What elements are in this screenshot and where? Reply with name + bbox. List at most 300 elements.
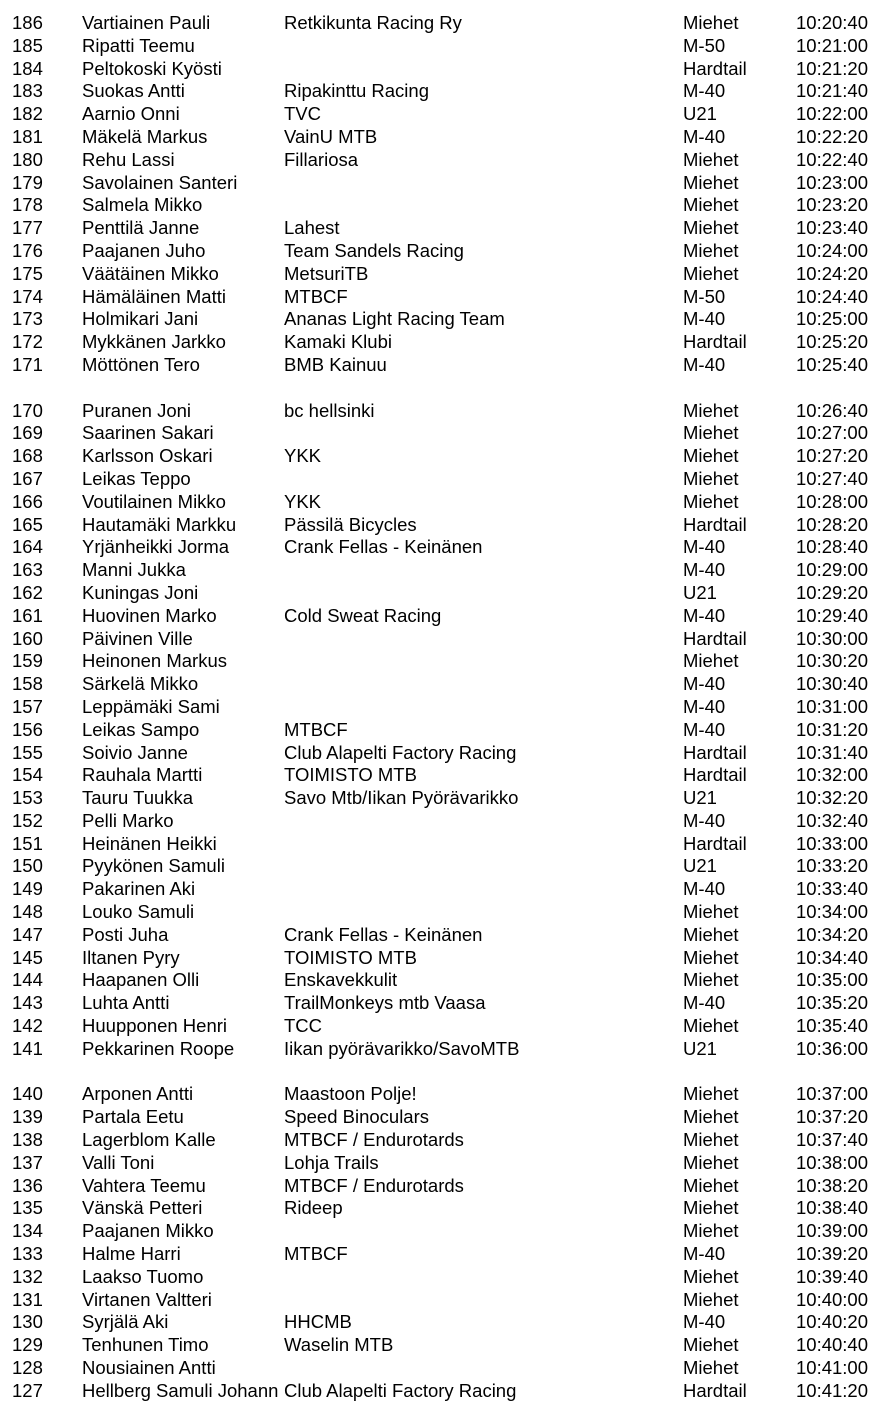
club-name: Cold Sweat Racing (284, 604, 442, 626)
rider-name: Manni Jukka (82, 559, 186, 581)
bib-number: 133 (12, 1243, 43, 1265)
bib-number: 162 (12, 581, 43, 603)
race-class: M-40 (683, 1243, 726, 1265)
table-row (0, 1152, 890, 1175)
bib-number: 173 (12, 308, 43, 330)
table-row (0, 787, 890, 810)
rider-name: Mäkelä Markus (82, 125, 208, 147)
rider-name: Arponen Antti (82, 1083, 194, 1105)
table-row (0, 1243, 890, 1266)
table-row (0, 286, 890, 309)
race-class: U21 (683, 103, 717, 125)
race-class: M-40 (683, 992, 726, 1014)
race-class: M-40 (683, 125, 726, 147)
start-time: 10:31:00 (796, 695, 869, 717)
race-class: Hardtail (683, 331, 747, 353)
club-name: Pässilä Bicycles (284, 513, 417, 535)
club-name: Kamaki Klubi (284, 331, 392, 353)
table-row (0, 103, 890, 126)
bib-number: 172 (12, 331, 43, 353)
race-class: Miehet (683, 1129, 739, 1151)
club-name: Ananas Light Racing Team (284, 308, 505, 330)
rider-name: Hämäläinen Matti (82, 285, 226, 307)
rider-name: Karlsson Oskari (82, 445, 213, 467)
rider-name: Posti Juha (82, 923, 169, 945)
club-name: YKK (284, 490, 322, 512)
rider-name: Peltokoski Kyösti (82, 57, 222, 79)
start-time: 10:23:00 (796, 171, 869, 193)
rider-name: Paajanen Mikko (82, 1220, 214, 1242)
race-class: Miehet (683, 1334, 739, 1356)
club-name: MTBCF / Endurotards (284, 1129, 464, 1151)
table-row (0, 1380, 890, 1403)
rider-name: Päivinen Ville (82, 627, 193, 649)
start-time: 10:40:20 (796, 1311, 869, 1333)
start-time: 10:37:20 (796, 1106, 869, 1128)
race-class: Hardtail (683, 513, 747, 535)
race-class: Miehet (683, 1151, 739, 1173)
bib-number: 184 (12, 57, 43, 79)
table-row (0, 650, 890, 673)
table-row (0, 1334, 890, 1357)
race-class: Miehet (683, 901, 739, 923)
rider-name: Pyykönen Samuli (82, 855, 225, 877)
start-time: 10:25:00 (796, 308, 869, 330)
table-row (0, 855, 890, 878)
bib-number: 149 (12, 878, 43, 900)
table-row (0, 1129, 890, 1152)
start-time: 10:28:20 (796, 513, 869, 535)
rider-name: Hellberg Samuli Johann (82, 1379, 279, 1401)
table-row (0, 901, 890, 924)
race-class: Miehet (683, 399, 739, 421)
table-row (0, 172, 890, 195)
table-row (0, 764, 890, 787)
table-row (0, 491, 890, 514)
table-row (0, 400, 890, 423)
rider-name: Tauru Tuukka (82, 787, 194, 809)
table-row (0, 1220, 890, 1243)
bib-number: 186 (12, 12, 43, 33)
start-time: 10:37:00 (796, 1083, 869, 1105)
bib-number: 181 (12, 125, 43, 147)
rider-name: Haapanen Olli (82, 969, 200, 991)
start-time: 10:41:00 (796, 1357, 869, 1379)
rider-name: Väätäinen Mikko (82, 262, 219, 284)
table-row (0, 308, 890, 331)
club-name: Iikan pyörävarikko/SavoMTB (284, 1037, 520, 1059)
bib-number: 148 (12, 901, 43, 923)
start-time: 10:29:40 (796, 604, 869, 626)
race-class: Miehet (683, 148, 739, 170)
race-class: M-50 (683, 285, 726, 307)
rider-name: Leikas Teppo (82, 467, 191, 489)
club-name: Enskavekkulit (284, 969, 398, 991)
bib-number: 130 (12, 1311, 43, 1333)
race-class: M-40 (683, 536, 726, 558)
race-class: Miehet (683, 490, 739, 512)
table-row (0, 514, 890, 537)
race-class: Miehet (683, 467, 739, 489)
table-row (0, 742, 890, 765)
table-row (0, 992, 890, 1015)
start-time: 10:39:40 (796, 1265, 869, 1287)
bib-number: 151 (12, 832, 43, 854)
club-name: Lohja Trails (284, 1151, 379, 1173)
rider-name: Heinonen Markus (82, 650, 227, 672)
group-spacer (0, 1061, 890, 1084)
club-name: TCC (284, 1015, 323, 1037)
rider-name: Salmela Mikko (82, 194, 203, 216)
bib-number: 156 (12, 718, 43, 740)
club-name: TOIMISTO MTB (284, 946, 417, 968)
bib-number: 176 (12, 239, 43, 261)
table-row (0, 331, 890, 354)
start-time: 10:40:40 (796, 1334, 869, 1356)
start-time: 10:20:40 (796, 12, 869, 33)
rider-name: Luhta Antti (82, 992, 170, 1014)
table-row (0, 810, 890, 833)
rider-name: Louko Samuli (82, 901, 195, 923)
table-row (0, 878, 890, 901)
race-class: Hardtail (683, 741, 747, 763)
race-class: M-40 (683, 695, 726, 717)
table-row (0, 582, 890, 605)
rider-name: Vartiainen Pauli (82, 12, 211, 33)
race-class: Miehet (683, 1220, 739, 1242)
club-name: Crank Fellas - Keinänen (284, 923, 483, 945)
table-row (0, 628, 890, 651)
table-row (0, 80, 890, 103)
bib-number: 128 (12, 1357, 43, 1379)
rider-name: Rehu Lassi (82, 148, 175, 170)
rider-name: Soivio Janne (82, 741, 188, 763)
club-name: Waselin MTB (284, 1334, 394, 1356)
club-name: TrailMonkeys mtb Vaasa (284, 992, 486, 1014)
start-time: 10:38:00 (796, 1151, 869, 1173)
race-class: U21 (683, 855, 717, 877)
start-time: 10:35:40 (796, 1015, 869, 1037)
table-row (0, 673, 890, 696)
start-time: 10:31:40 (796, 741, 869, 763)
table-row (0, 1357, 890, 1380)
table-row (0, 1289, 890, 1312)
start-time: 10:35:20 (796, 992, 869, 1014)
rider-name: Holmikari Jani (82, 308, 199, 330)
bib-number: 178 (12, 194, 43, 216)
start-time: 10:24:40 (796, 285, 869, 307)
race-class: M-40 (683, 809, 726, 831)
race-class: Miehet (683, 946, 739, 968)
rider-name: Lagerblom Kalle (82, 1129, 216, 1151)
bib-number: 160 (12, 627, 43, 649)
start-time: 10:22:40 (796, 148, 869, 170)
race-class: M-40 (683, 878, 726, 900)
rider-name: Huupponen Henri (82, 1015, 228, 1037)
race-class: Miehet (683, 969, 739, 991)
bib-number: 145 (12, 946, 43, 968)
start-time: 10:22:00 (796, 103, 869, 125)
table-row (0, 1106, 890, 1129)
race-class: M-40 (683, 1311, 726, 1333)
race-class: Hardtail (683, 764, 747, 786)
table-row (0, 605, 890, 628)
rider-name: Syrjälä Aki (82, 1311, 169, 1333)
race-class: Miehet (683, 262, 739, 284)
rider-name: Suokas Antti (82, 80, 185, 102)
race-class: Miehet (683, 1083, 739, 1105)
start-time: 10:33:40 (796, 878, 869, 900)
race-class: Miehet (683, 239, 739, 261)
bib-number: 168 (12, 445, 43, 467)
table-row (0, 833, 890, 856)
race-class: Miehet (683, 217, 739, 239)
bib-number: 159 (12, 650, 43, 672)
bib-number: 134 (12, 1220, 43, 1242)
bib-number: 131 (12, 1288, 43, 1310)
rider-name: Pelli Marko (82, 809, 174, 831)
start-time: 10:29:00 (796, 559, 869, 581)
race-class: U21 (683, 581, 717, 603)
club-name: Fillariosa (284, 148, 359, 170)
rider-name: Pakarinen Aki (82, 878, 196, 900)
race-class: M-50 (683, 34, 726, 56)
race-class: Hardtail (683, 1379, 747, 1401)
club-name: Retkikunta Racing Ry (284, 12, 462, 33)
rider-name: Ripatti Teemu (82, 34, 195, 56)
club-name: Ripakinttu Racing (284, 80, 429, 102)
bib-number: 164 (12, 536, 43, 558)
start-time: 10:41:20 (796, 1379, 869, 1401)
bib-number: 136 (12, 1174, 43, 1196)
rider-name: Möttönen Tero (82, 353, 200, 375)
bib-number: 161 (12, 604, 43, 626)
start-time: 10:23:40 (796, 217, 869, 239)
bib-number: 167 (12, 467, 43, 489)
race-class: M-40 (683, 718, 726, 740)
bib-number: 135 (12, 1197, 43, 1219)
start-time: 10:27:40 (796, 467, 869, 489)
start-time: 10:34:20 (796, 923, 869, 945)
club-name: YKK (284, 445, 322, 467)
race-class: M-40 (683, 559, 726, 581)
race-class: U21 (683, 787, 717, 809)
race-class: Miehet (683, 12, 739, 33)
race-class: Miehet (683, 445, 739, 467)
club-name: HHCMB (284, 1311, 352, 1333)
bib-number: 180 (12, 148, 43, 170)
rider-name: Huovinen Marko (82, 604, 217, 626)
start-time: 10:32:40 (796, 809, 869, 831)
rider-name: Tenhunen Timo (82, 1334, 209, 1356)
table-row (0, 924, 890, 947)
race-class: Miehet (683, 1015, 739, 1037)
rider-name: Vahtera Teemu (82, 1174, 206, 1196)
bib-number: 158 (12, 673, 43, 695)
start-time: 10:24:00 (796, 239, 869, 261)
start-time: 10:35:00 (796, 969, 869, 991)
rider-name: Mykkänen Jarkko (82, 331, 226, 353)
start-time: 10:28:00 (796, 490, 869, 512)
bib-number: 139 (12, 1106, 43, 1128)
start-time: 10:39:20 (796, 1243, 869, 1265)
bib-number: 127 (12, 1379, 43, 1401)
race-class: Miehet (683, 171, 739, 193)
table-row (0, 35, 890, 58)
race-class: Hardtail (683, 832, 747, 854)
bib-number: 174 (12, 285, 43, 307)
start-time: 10:27:00 (796, 422, 869, 444)
bib-number: 185 (12, 34, 43, 56)
start-time: 10:38:40 (796, 1197, 869, 1219)
group-spacer (0, 377, 890, 400)
bib-number: 141 (12, 1037, 43, 1059)
race-class: Miehet (683, 1106, 739, 1128)
bib-number: 157 (12, 695, 43, 717)
bib-number: 179 (12, 171, 43, 193)
bib-number: 175 (12, 262, 43, 284)
bib-number: 129 (12, 1334, 43, 1356)
rider-name: Virtanen Valtteri (82, 1288, 212, 1310)
bib-number: 138 (12, 1129, 43, 1151)
club-name: MTBCF (284, 1243, 348, 1265)
club-name: MetsuriTB (284, 262, 369, 284)
rider-name: Pekkarinen Roope (82, 1037, 235, 1059)
rider-name: Paajanen Juho (82, 239, 206, 261)
bib-number: 169 (12, 422, 43, 444)
table-row (0, 12, 890, 35)
table-row (0, 126, 890, 149)
bib-number: 171 (12, 353, 43, 375)
start-time: 10:33:00 (796, 832, 869, 854)
start-time: 10:26:40 (796, 399, 869, 421)
start-time: 10:31:20 (796, 718, 869, 740)
start-time: 10:29:20 (796, 581, 869, 603)
race-class: M-40 (683, 80, 726, 102)
club-name: BMB Kainuu (284, 353, 387, 375)
bib-number: 142 (12, 1015, 43, 1037)
race-class: M-40 (683, 604, 726, 626)
bib-number: 163 (12, 559, 43, 581)
start-time: 10:25:40 (796, 353, 869, 375)
rider-name: Yrjänheikki Jorma (82, 536, 230, 558)
race-class: Miehet (683, 1265, 739, 1287)
race-class: Miehet (683, 923, 739, 945)
club-name: bc hellsinki (284, 399, 375, 421)
table-row (0, 536, 890, 559)
bib-number: 155 (12, 741, 43, 763)
rider-name: Rauhala Martti (82, 764, 203, 786)
club-name: Team Sandels Racing (284, 239, 464, 261)
race-class: Miehet (683, 194, 739, 216)
rider-name: Aarnio Onni (82, 103, 180, 125)
race-class: Hardtail (683, 57, 747, 79)
rider-name: Voutilainen Mikko (82, 490, 226, 512)
club-name: Lahest (284, 217, 340, 239)
start-time: 10:30:20 (796, 650, 869, 672)
rider-name: Iltanen Pyry (82, 946, 180, 968)
bib-number: 153 (12, 787, 43, 809)
start-time: 10:32:00 (796, 764, 869, 786)
club-name: MTBCF (284, 718, 348, 740)
table-row (0, 240, 890, 263)
bib-number: 147 (12, 923, 43, 945)
table-row (0, 1175, 890, 1198)
rider-name: Penttilä Janne (82, 217, 200, 239)
club-name: Rideep (284, 1197, 343, 1219)
rider-name: Leikas Sampo (82, 718, 200, 740)
rider-name: Partala Eetu (82, 1106, 184, 1128)
table-row (0, 1038, 890, 1061)
table-row (0, 1015, 890, 1038)
start-time: 10:23:20 (796, 194, 869, 216)
table-row (0, 263, 890, 286)
start-time: 10:21:20 (796, 57, 869, 79)
club-name: Club Alapelti Factory Racing (284, 741, 517, 763)
race-class: Miehet (683, 1174, 739, 1196)
table-row (0, 194, 890, 217)
table-row (0, 969, 890, 992)
start-time: 10:33:20 (796, 855, 869, 877)
bib-number: 170 (12, 399, 43, 421)
table-row (0, 58, 890, 81)
table-row (0, 354, 890, 377)
start-time: 10:32:20 (796, 787, 869, 809)
bib-number: 183 (12, 80, 43, 102)
start-time: 10:38:20 (796, 1174, 869, 1196)
start-time: 10:34:00 (796, 901, 869, 923)
start-time: 10:21:40 (796, 80, 869, 102)
race-class: Miehet (683, 1197, 739, 1219)
race-class: Miehet (683, 422, 739, 444)
start-time: 10:27:20 (796, 445, 869, 467)
club-name: TOIMISTO MTB (284, 764, 417, 786)
start-time: 10:40:00 (796, 1288, 869, 1310)
table-row (0, 1311, 890, 1334)
start-time: 10:39:00 (796, 1220, 869, 1242)
club-name: Savo Mtb/Iikan Pyörävarikko (284, 787, 519, 809)
bib-number: 165 (12, 513, 43, 535)
bib-number: 144 (12, 969, 43, 991)
club-name: VainU MTB (284, 125, 378, 147)
rider-name: Halme Harri (82, 1243, 181, 1265)
start-time: 10:36:00 (796, 1037, 869, 1059)
start-time: 10:21:00 (796, 34, 869, 56)
bib-number: 150 (12, 855, 43, 877)
bib-number: 152 (12, 809, 43, 831)
race-class: Miehet (683, 650, 739, 672)
rider-name: Saarinen Sakari (82, 422, 214, 444)
start-time: 10:25:20 (796, 331, 869, 353)
rider-name: Kuningas Joni (82, 581, 199, 603)
table-row (0, 696, 890, 719)
bib-number: 140 (12, 1083, 43, 1105)
start-time: 10:30:40 (796, 673, 869, 695)
race-class: Hardtail (683, 627, 747, 649)
table-row (0, 445, 890, 468)
start-time: 10:34:40 (796, 946, 869, 968)
club-name: MTBCF (284, 285, 348, 307)
club-name: MTBCF / Endurotards (284, 1174, 464, 1196)
rider-name: Heinänen Heikki (82, 832, 217, 854)
table-row (0, 422, 890, 445)
table-row (0, 559, 890, 582)
race-class: Miehet (683, 1288, 739, 1310)
bib-number: 177 (12, 217, 43, 239)
rider-name: Valli Toni (82, 1151, 155, 1173)
table-row (0, 149, 890, 172)
table-row (0, 1083, 890, 1106)
